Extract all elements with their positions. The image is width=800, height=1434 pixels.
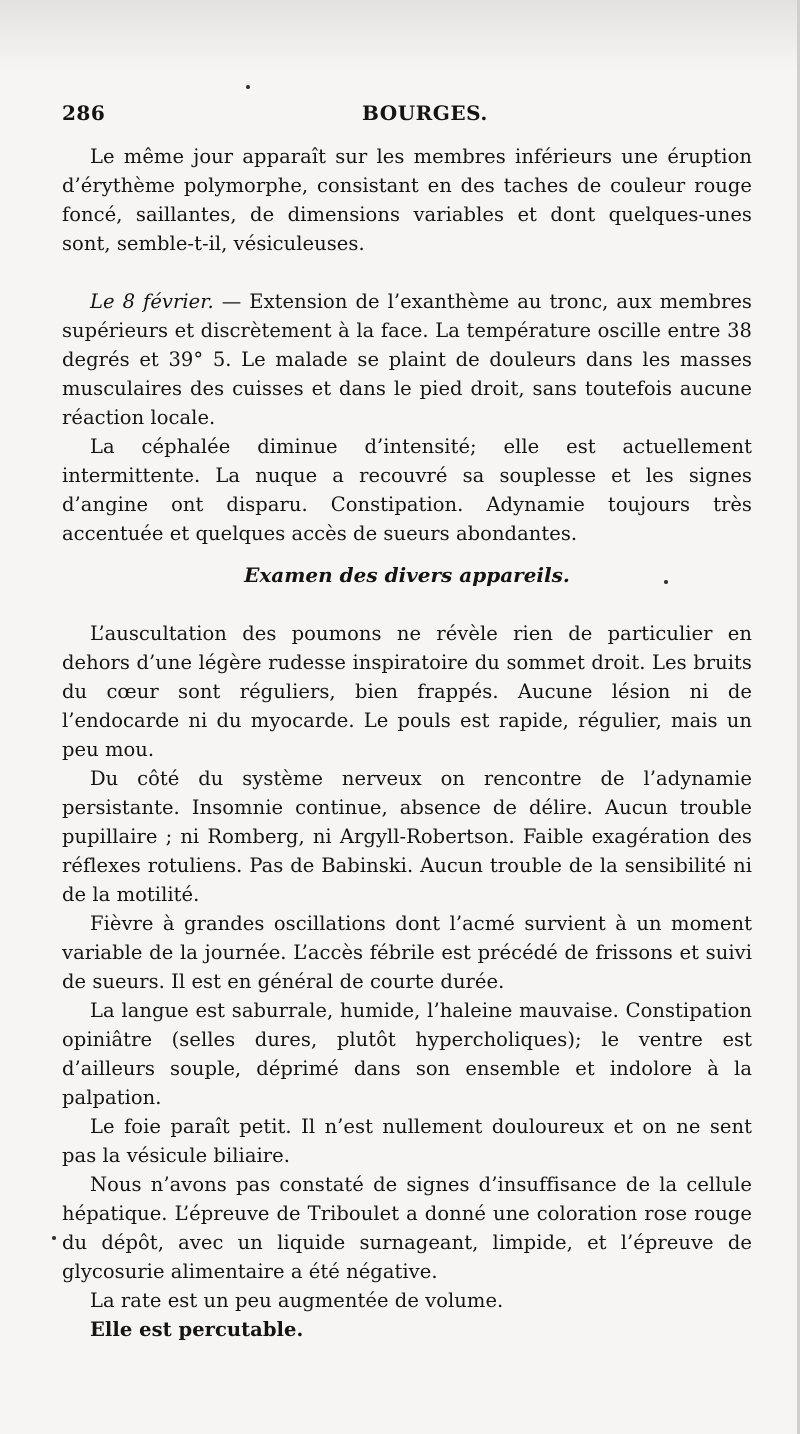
paragraph-hepatic-tests: Nous n’avons pas constaté de signes d’insuffisance de la cellule hépatique. L’épreuve de Triboulet a donné une coloration rose rouge du dépôt, avec un liquide surnageant, limpide, et l’épreuve de glycosurie alimentaire a été négative. bbox=[62, 1173, 752, 1283]
paragraph-spleen: La rate est un peu augmentée de volume. bbox=[90, 1289, 504, 1312]
paragraph-tongue: La langue est saburrale, humide, l’haleine mauvaise. Constipation opiniâtre (selles dures, plutôt hypercholiques); le ventre est d’ailleurs souple, déprimé dans son ensemble et indolore à la palpation. bbox=[62, 999, 752, 1109]
paragraph-february-8-text: — Extension de l’exanthème au tronc, aux membres supérieurs et discrètement à la face. La température oscille entre 38 degrés et 39° 5. Le malade se plaint de douleurs dans les masses musculaires des cuisses et dans le pied droit, sans toutefois aucune réaction locale. bbox=[62, 290, 752, 429]
paragraph-percutable: Elle est percutable. bbox=[90, 1318, 304, 1341]
running-title: BOURGES. bbox=[362, 101, 488, 125]
scan-speck bbox=[52, 1236, 56, 1240]
section-heading: Examen des divers appareils. bbox=[244, 563, 570, 587]
paragraph-fever: Fièvre à grandes oscillations dont l’acmé survient à un moment variable de la journée. L’accès fébrile est précédé de frissons et suivi de sueurs. Il est en général de courte durée. bbox=[62, 912, 752, 993]
paragraph-liver: Le foie paraît petit. Il n’est nullement douloureux et on ne sent pas la vésicule biliaire. bbox=[62, 1115, 752, 1167]
paragraph-february-8 bbox=[62, 287, 752, 432]
scan-speck bbox=[246, 85, 250, 89]
running-head bbox=[62, 101, 752, 131]
paragraph-cephalee: La céphalée diminue d’intensité; elle est actuellement intermittente. La nuque a recouvré sa souplesse et les signes d’angine ont disparu. Constipation. Adynamie toujours très accentuée et quelques accès de sueurs abondantes. bbox=[62, 435, 752, 545]
paragraph-nervous-system: Du côté du système nerveux on rencontre de l’adynamie persistante. Insomnie continue, absence de délire. Aucun trouble pupillaire ; ni Romberg, ni Argyll-Robertson. Faible exagération des réflexes rotuliens. Pas de Babinski. Aucun trouble de la sensibilité ni de la motilité. bbox=[62, 767, 752, 906]
scan-speck bbox=[664, 580, 668, 584]
page-number: 286 bbox=[62, 101, 106, 125]
paragraph-eruption: Le même jour apparaît sur les membres inférieurs une éruption d’érythème polymorphe, consistant en des taches de couleur rouge foncé, saillantes, de dimensions variables et dont quelques-unes sont, semble-t-il, vésiculeuses. bbox=[62, 145, 752, 255]
date-label: Le 8 février. bbox=[90, 290, 214, 313]
body-text bbox=[62, 142, 752, 1344]
scan-shadow bbox=[0, 0, 800, 70]
paragraph-auscultation: L’auscultation des poumons ne révèle rien de particulier en dehors d’une légère rudesse inspiratoire du sommet droit. Les bruits du cœur sont réguliers, bien frappés. Aucune lésion ni de l’endocarde ni du myocarde. Le pouls est rapide, régulier, mais un peu mou. bbox=[62, 622, 752, 761]
